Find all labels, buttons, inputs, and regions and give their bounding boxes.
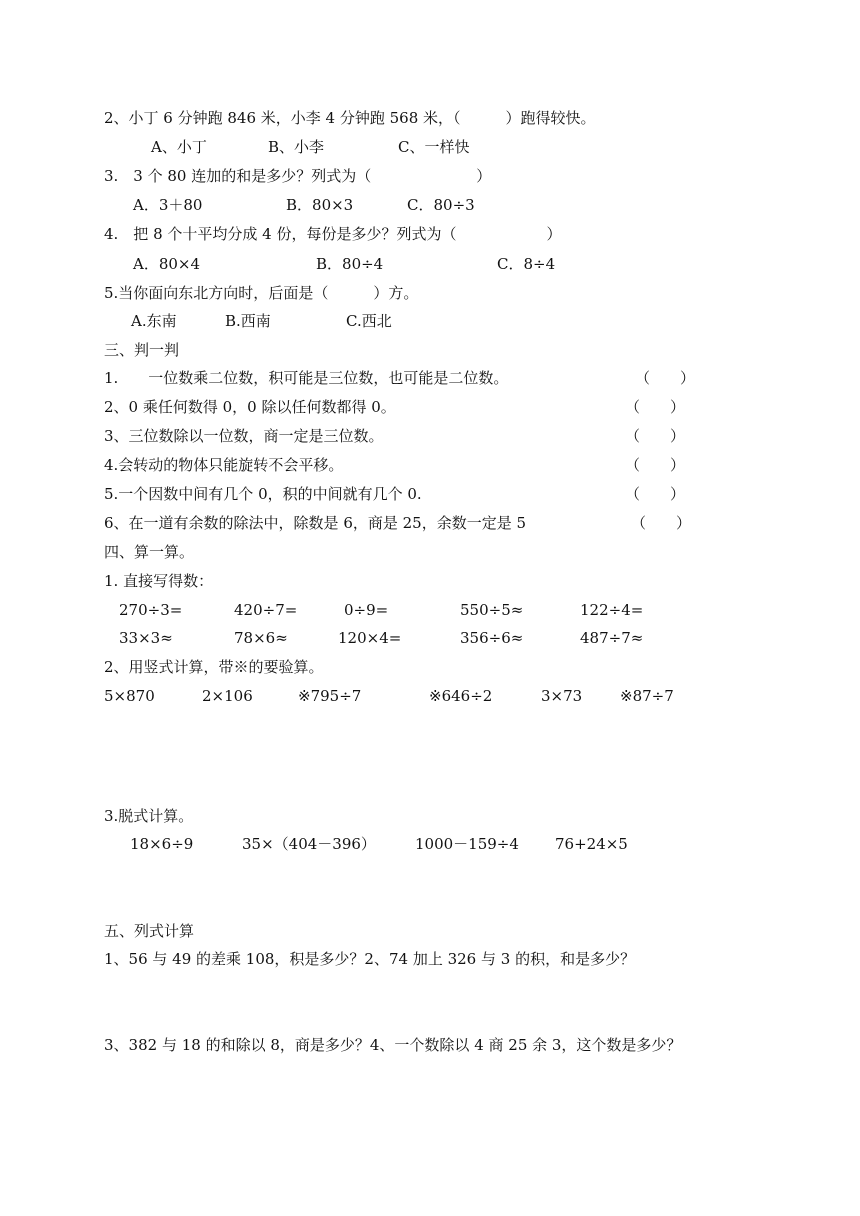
judge-item-5-paren: （ ） <box>625 485 686 503</box>
question-5-stem: 5.当你面向东北方向时，后面是（ ）方。 <box>104 284 419 302</box>
judge-item-3-paren: （ ） <box>625 427 686 445</box>
question-3-stem: 3. 3 个 80 连加的和是多少？列式为（ ） <box>104 167 492 185</box>
question-2-stem: 2、小丁 6 分钟跑 846 米，小李 4 分钟跑 568 米，（ ）跑得较快。 <box>104 109 596 127</box>
question-5-option-a: A.东南 <box>131 312 177 330</box>
question-3-option-b: B．80×3 <box>286 196 354 214</box>
calc-heading: 四、算一算。 <box>104 543 195 561</box>
judge-item-4-paren: （ ） <box>625 456 686 474</box>
direct-item: 420÷7= <box>234 601 298 619</box>
judge-item-1-paren: （ ） <box>635 369 696 387</box>
direct-item: 120×4= <box>338 629 402 647</box>
question-2-option-b: B、小李 <box>268 138 325 156</box>
vertical-item: 5×870 <box>104 687 155 705</box>
question-2-option-c: C、一样快 <box>398 138 470 156</box>
judge-item-5: 5.一个因数中间有几个 0，积的中间就有几个 0. <box>104 485 422 503</box>
direct-item: 33×3≈ <box>119 629 173 647</box>
vertical-item: ※646÷2 <box>429 687 493 705</box>
direct-item: 487÷7≈ <box>580 629 644 647</box>
judge-item-4: 4.会转动的物体只能旋转不会平移。 <box>104 456 344 474</box>
question-4-option-a: A．80×4 <box>133 255 201 273</box>
question-4-option-b: B．80÷4 <box>316 255 384 273</box>
judge-item-2: 2、0 乘任何数得 0，0 除以任何数都得 0。 <box>104 398 396 416</box>
question-4-option-c: C．8÷4 <box>497 255 556 273</box>
judge-item-2-paren: （ ） <box>625 398 686 416</box>
vertical-item: 2×106 <box>202 687 253 705</box>
question-5-option-c: C.西北 <box>346 312 392 330</box>
question-2-option-a: A、小丁 <box>151 138 207 156</box>
direct-item: 122÷4= <box>580 601 644 619</box>
vertical-item: ※87÷7 <box>620 687 674 705</box>
word-problems-line-1: 1、56 与 49 的差乘 108，积是多少？2、74 加上 326 与 3 的积，和是多少？ <box>104 950 636 968</box>
direct-item: 270÷3= <box>119 601 183 619</box>
judge-item-3: 3、三位数除以一位数，商一定是三位数。 <box>104 427 384 445</box>
question-5-option-b: B.西南 <box>225 312 271 330</box>
question-3-option-c: C．80÷3 <box>407 196 475 214</box>
question-3-option-a: A．3＋80 <box>133 196 203 214</box>
judge-item-6-paren: （ ） <box>631 514 692 532</box>
stepwise-item: 35×（404－396） <box>242 835 376 853</box>
direct-item: 550÷5≈ <box>460 601 524 619</box>
vertical-calc-subheading: 2、用竖式计算，带※的要验算。 <box>104 658 324 676</box>
vertical-item: 3×73 <box>541 687 583 705</box>
vertical-item: ※795÷7 <box>298 687 362 705</box>
word-problems-line-2: 3、382 与 18 的和除以 8，商是多少？4、一个数除以 4 商 25 余 3，这个数是多少？ <box>104 1036 682 1054</box>
direct-write-subheading: 1. 直接写得数： <box>104 572 214 590</box>
judge-item-1: 1. 一位数乘二位数，积可能是三位数，也可能是二位数。 <box>104 369 509 387</box>
stepwise-item: 76+24×5 <box>555 835 628 853</box>
direct-item: 0÷9= <box>344 601 389 619</box>
question-4-stem: 4. 把 8 个十平均分成 4 份，每份是多少？列式为（ ） <box>104 225 562 243</box>
stepwise-item: 1000－159÷4 <box>415 835 519 853</box>
stepwise-item: 18×6÷9 <box>130 835 194 853</box>
judge-heading: 三、判一判 <box>104 341 180 359</box>
stepwise-subheading: 3.脱式计算。 <box>104 807 194 825</box>
direct-item: 78×6≈ <box>234 629 288 647</box>
word-problems-heading: 五、列式计算 <box>104 922 195 940</box>
direct-item: 356÷6≈ <box>460 629 524 647</box>
judge-item-6: 6、在一道有余数的除法中，除数是 6，商是 25，余数一定是 5 <box>104 514 527 532</box>
